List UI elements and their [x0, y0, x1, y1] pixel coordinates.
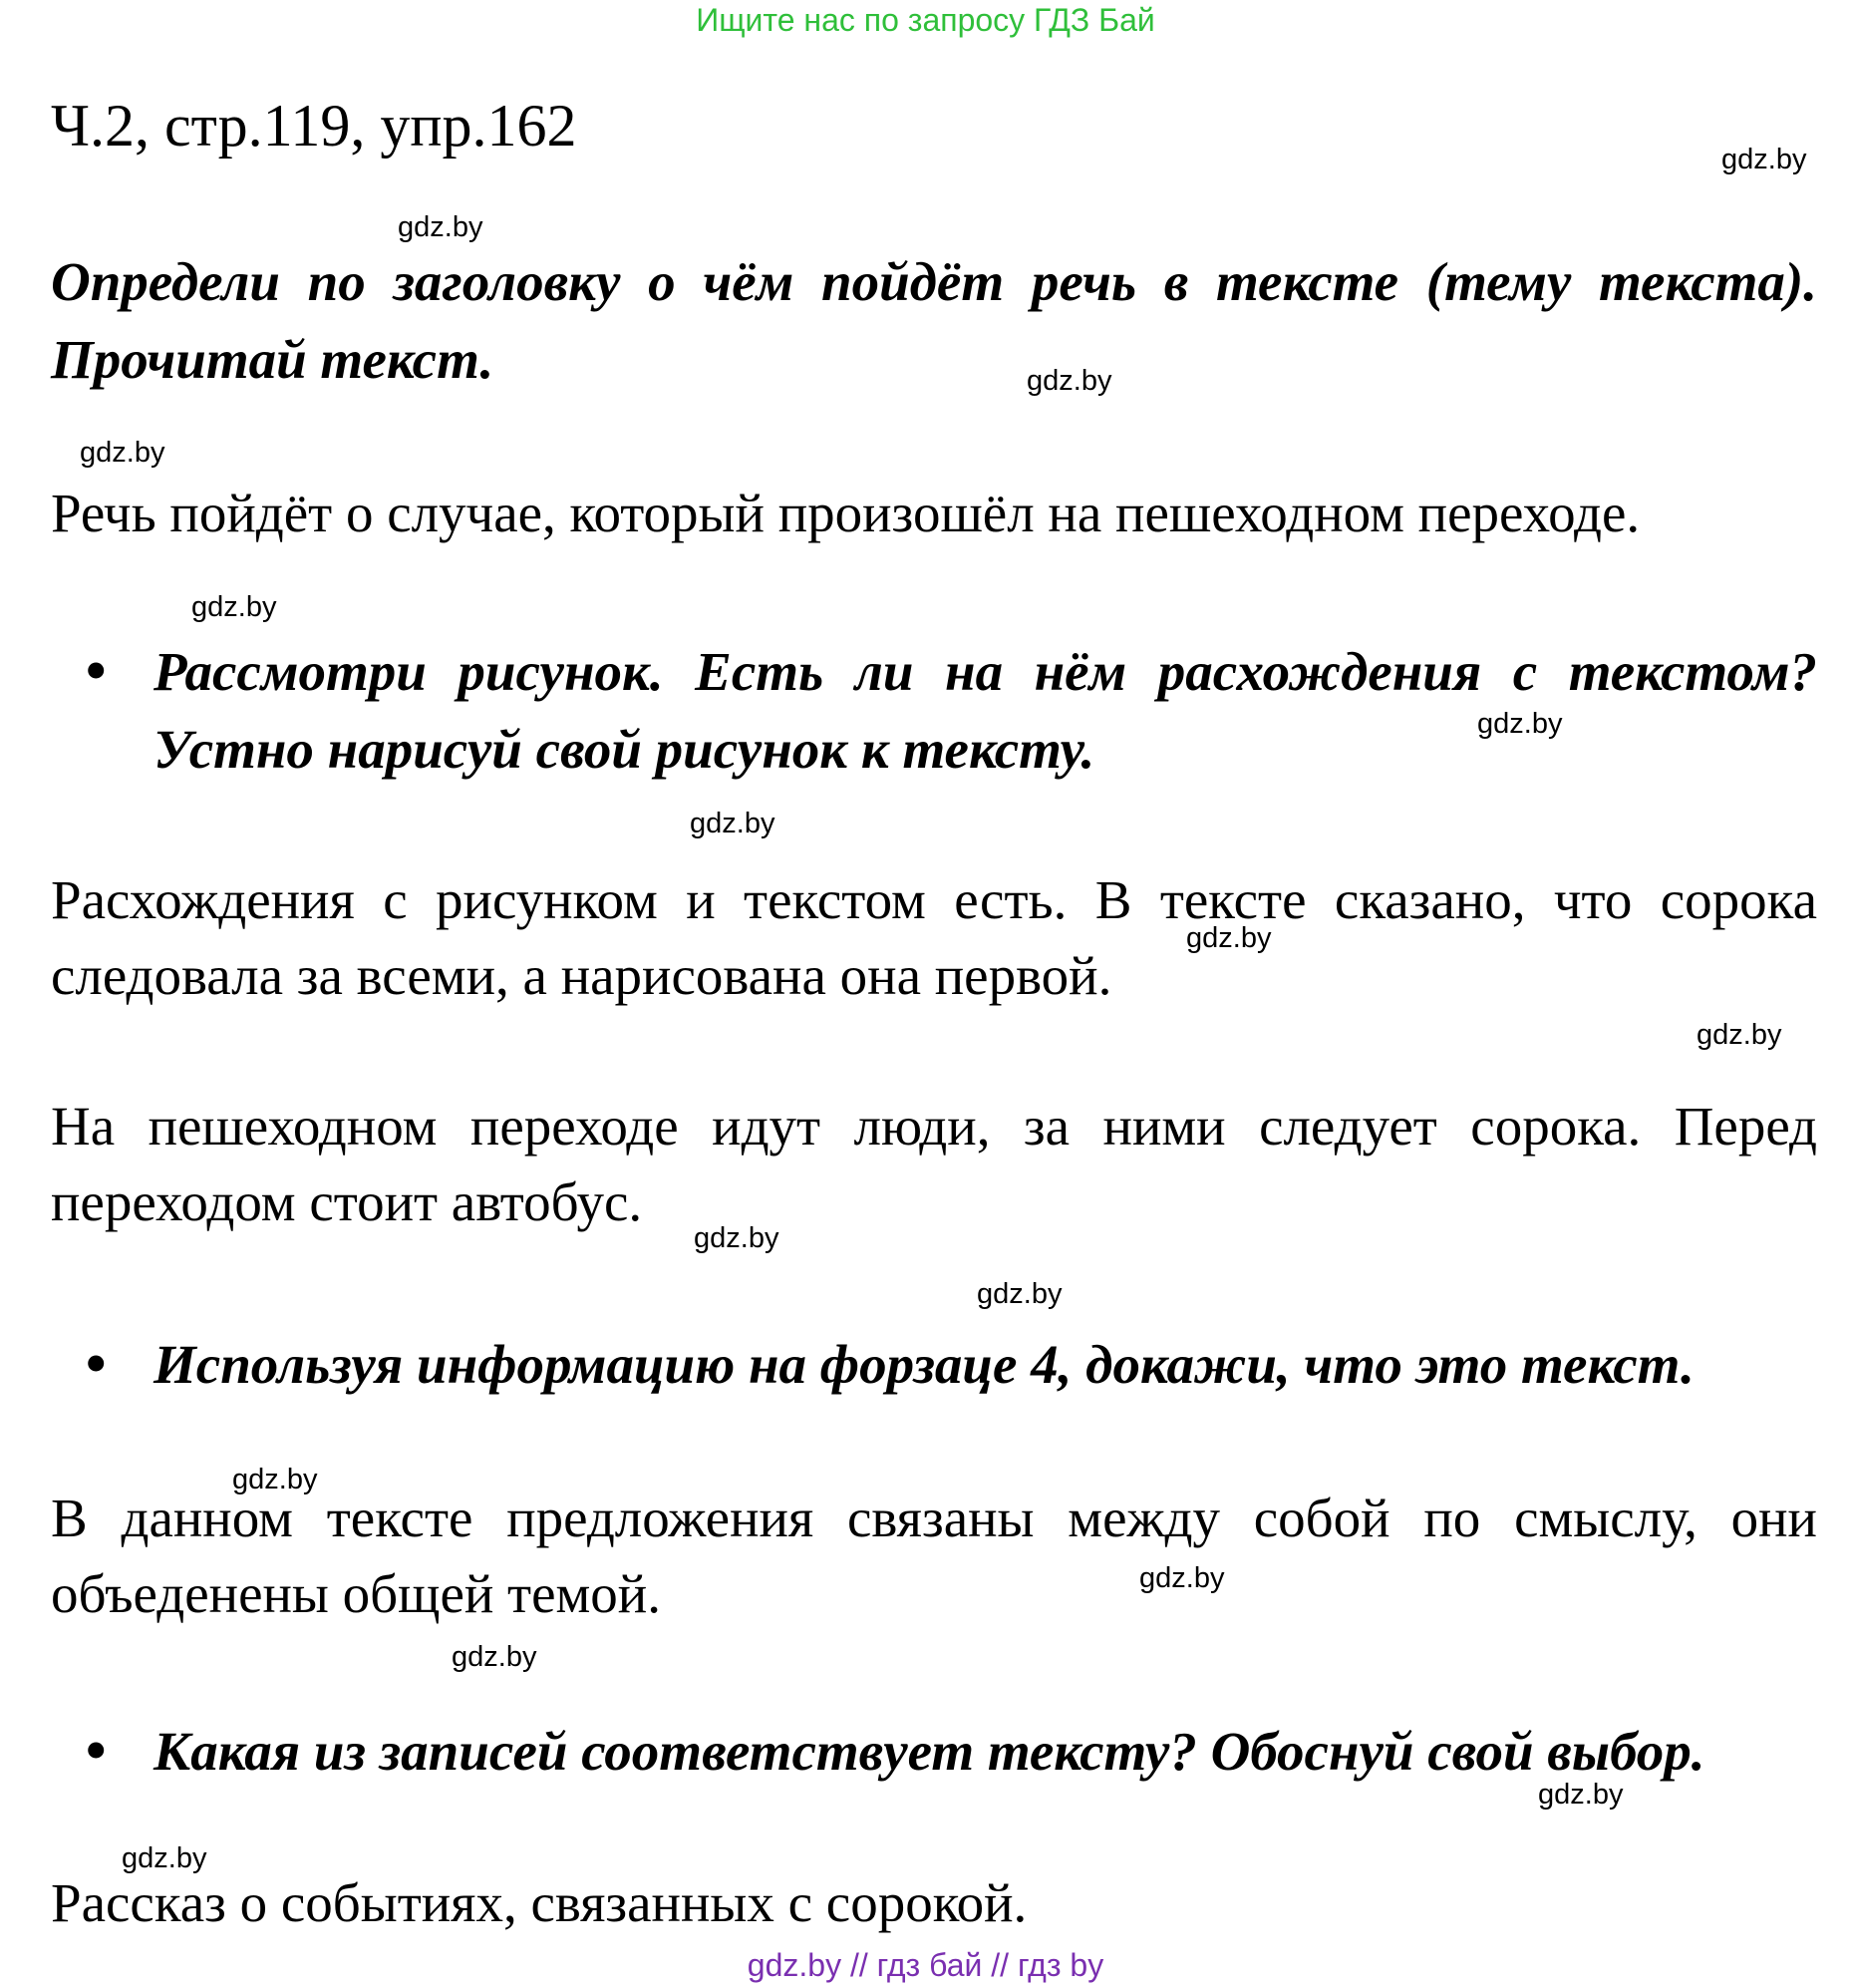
task-instruction-2: Рассмотри рисунок. Есть ли на нём расхождения с текстом? Устно нарисуй свой рисунок к тексту. — [154, 641, 1817, 780]
bullet-icon: • — [80, 640, 113, 704]
watermark: gdz.by — [122, 1842, 207, 1874]
watermark: gdz.by — [690, 808, 775, 839]
watermark: gdz.by — [694, 1222, 779, 1254]
watermark: gdz.by — [232, 1464, 318, 1495]
watermark: gdz.by — [977, 1278, 1063, 1310]
bullet-task-3 — [80, 1326, 1817, 1404]
top-banner[interactable]: Ищите нас по запросу ГДЗ Бай — [696, 2, 1155, 38]
watermark: gdz.by — [1027, 365, 1112, 397]
bullet-icon: • — [80, 1720, 113, 1784]
page-heading: Ч.2, стр.119, упр.162 — [51, 93, 577, 159]
watermark: gdz.by — [1538, 1779, 1624, 1811]
answer-4: Рассказ о событиях, связанных с сорокой. — [51, 1872, 1028, 1933]
task-instruction-3: Используя информацию на форзаце 4, докажи, что это текст. — [154, 1334, 1695, 1395]
watermark: gdz.by — [1139, 1562, 1225, 1594]
watermark: gdz.by — [191, 591, 277, 623]
watermark: gdz.by — [452, 1641, 537, 1673]
watermark: gdz.by — [80, 437, 165, 469]
answer-2a: Расхождения с рисунком и текстом есть. В тексте сказано, что сорока следовала за всеми, а нарисована она первой. — [51, 869, 1817, 1006]
answer-1: Речь пойдёт о случае, который произошёл на пешеходном переходе. — [51, 483, 1641, 543]
answer-3: В данном тексте предложения связаны между собой по смыслу, они объеденены общей темой. — [51, 1488, 1817, 1624]
bullet-icon: • — [80, 1333, 113, 1397]
bullet-task-4 — [80, 1713, 1817, 1791]
answer-2b: На пешеходном переходе идут люди, за ними следует сорока. Перед переходом стоит автобус. — [51, 1096, 1817, 1232]
footer-links[interactable]: gdz.by // гдз бай // гдз by — [747, 1947, 1104, 1983]
task-instruction-4: Какая из записей соответствует тексту? Обоснуй свой выбор. — [154, 1721, 1705, 1782]
watermark: gdz.by — [398, 211, 483, 243]
watermark: gdz.by — [1477, 708, 1563, 740]
watermark: gdz.by — [1721, 144, 1807, 175]
task-instruction-1: Определи по заголовку о чём пойдёт речь в тексте (тему текста). Прочитай текст. — [51, 251, 1817, 390]
watermark: gdz.by — [1186, 922, 1272, 954]
watermark: gdz.by — [1697, 1019, 1782, 1051]
bullet-task-2 — [80, 633, 1817, 789]
